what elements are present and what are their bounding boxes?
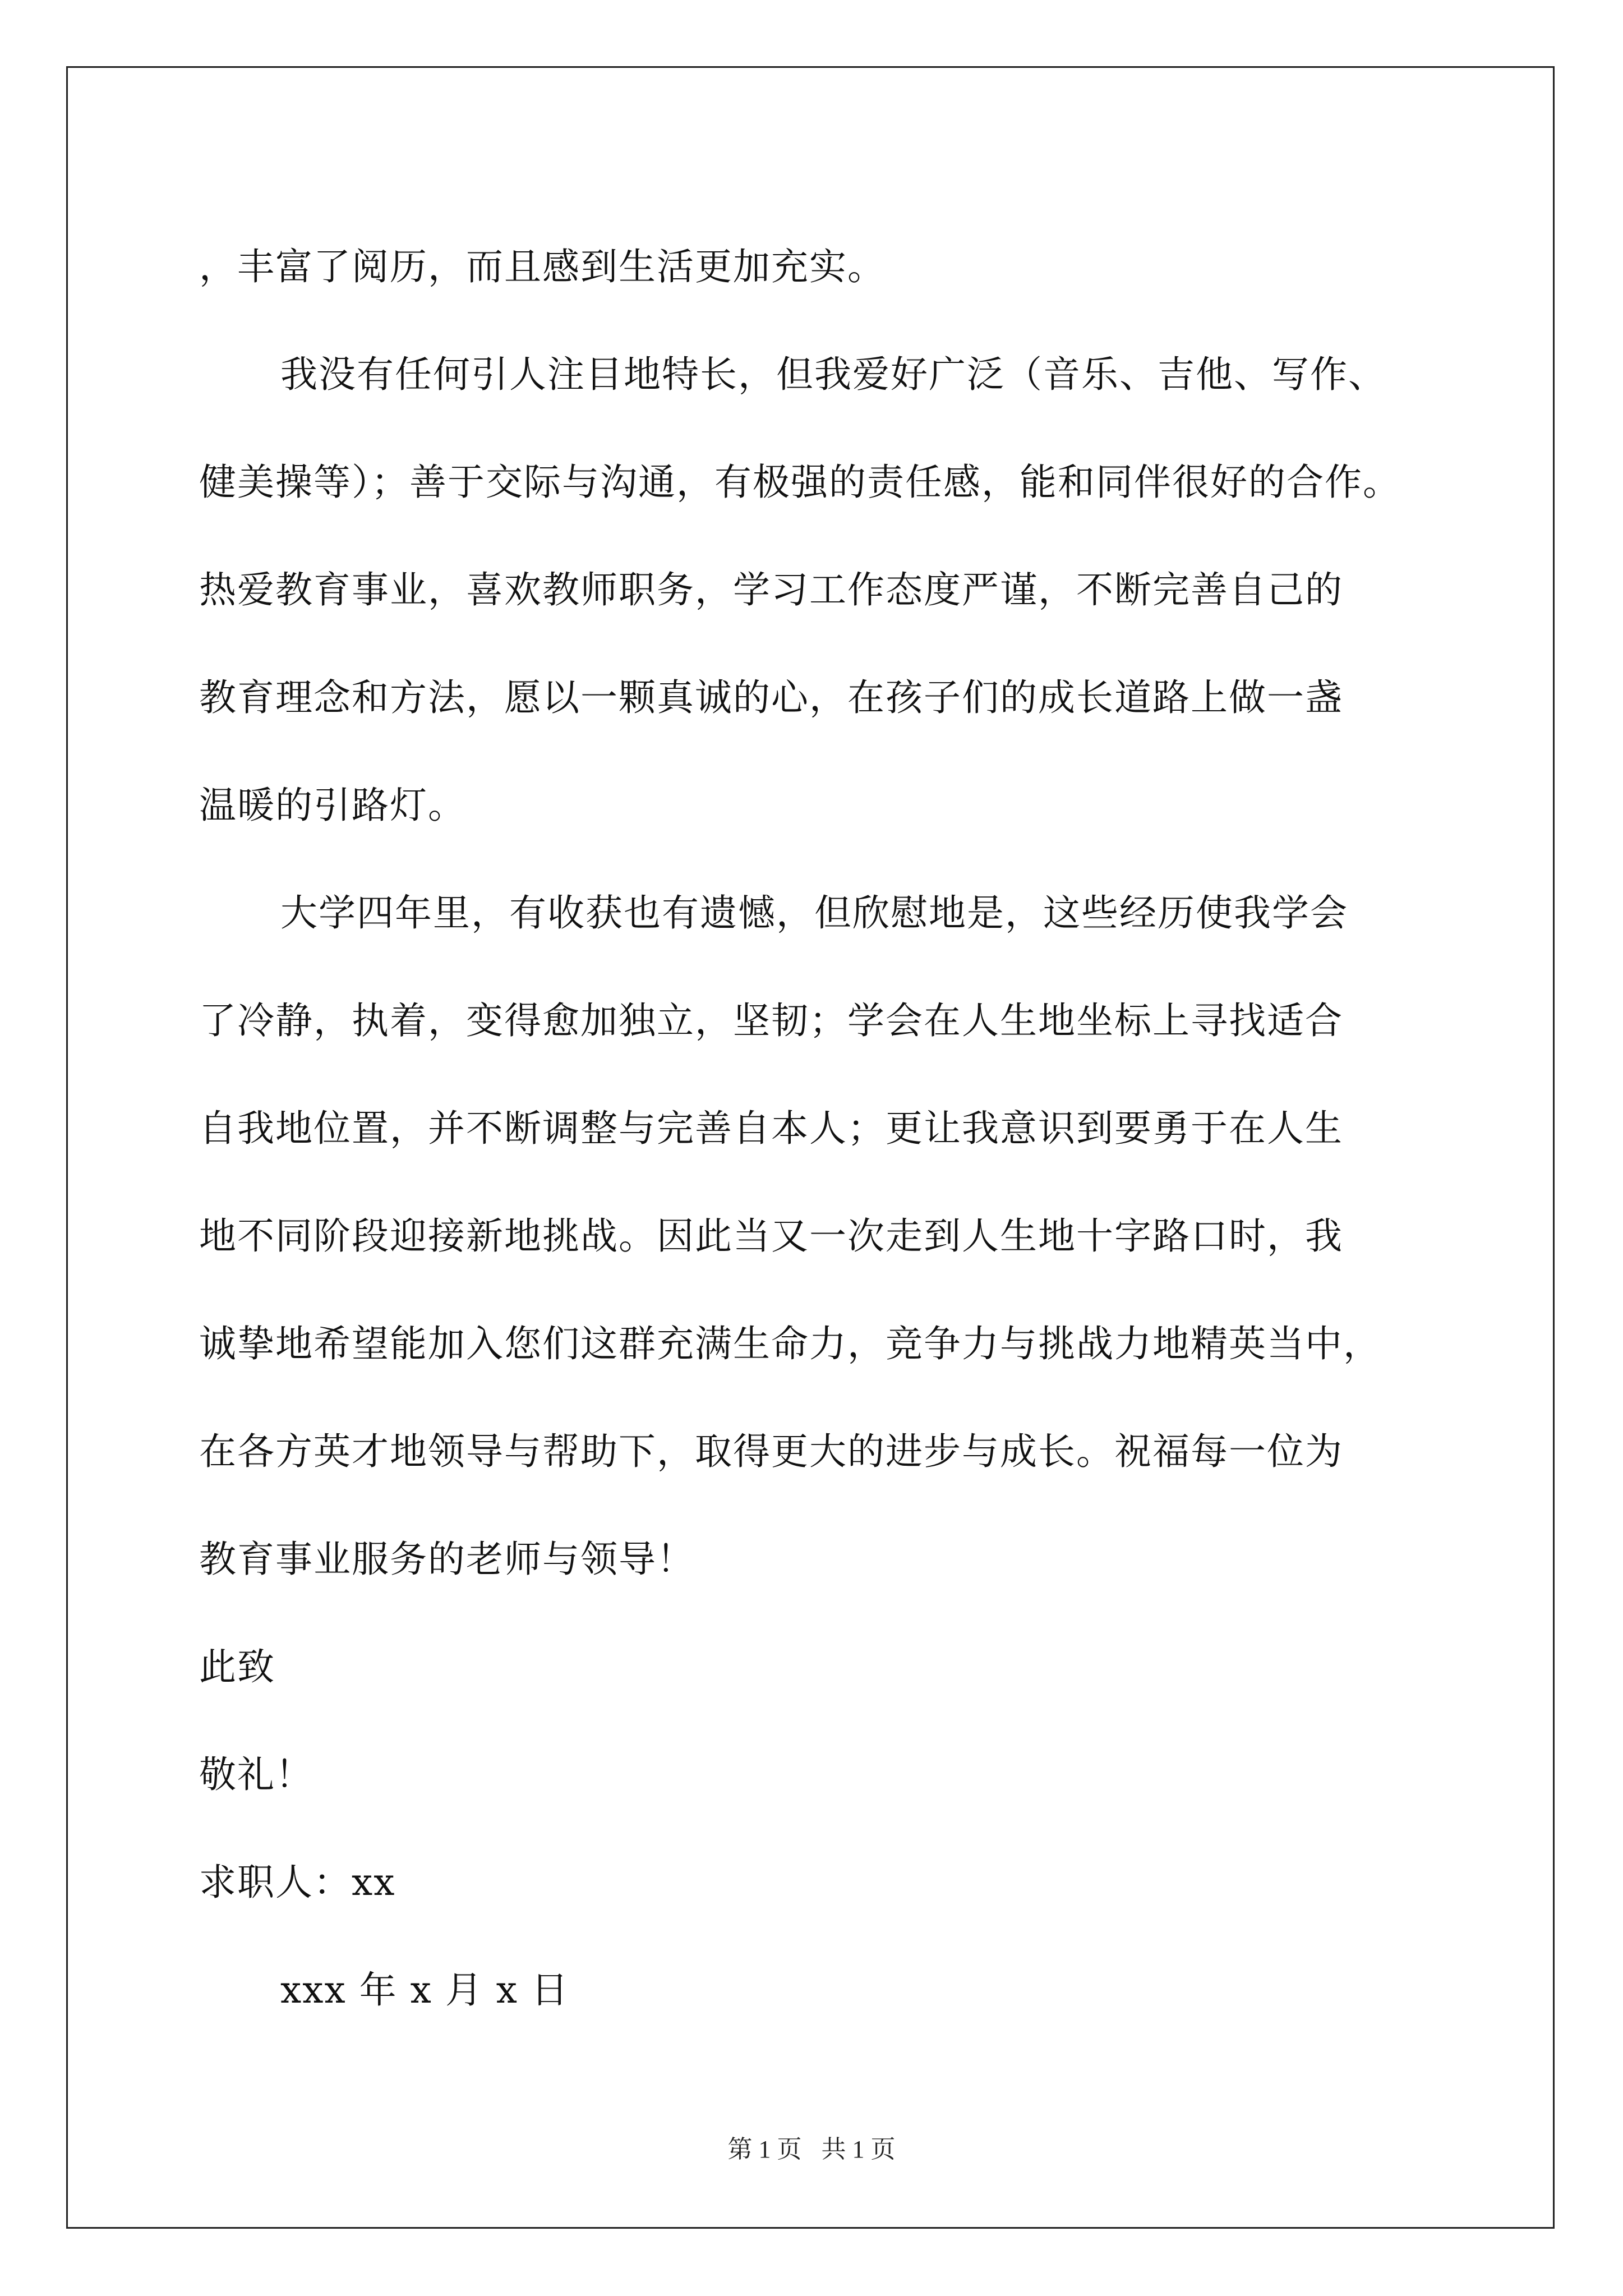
- text-line: 热爱教育事业，喜欢教师职务，学习工作态度严谨，不断完善自己的: [199, 568, 1343, 611]
- closing-salutation: 此致: [199, 1645, 275, 1688]
- applicant-signature: 求职人：xx: [199, 1861, 396, 1904]
- text-line: 温暖的引路灯。: [199, 784, 466, 827]
- text-line: 自我地位置，并不断调整与完善自本人；更让我意识到要勇于在人生: [199, 1107, 1343, 1150]
- text-line: 健美操等）；善于交际与沟通，有极强的责任感，能和同伴很好的合作。: [199, 461, 1401, 504]
- letter-body: [199, 213, 1433, 2044]
- text-line: 地不同阶段迎接新地挑战。因此当又一次走到人生地十字路口时，我: [199, 1214, 1343, 1258]
- text-line: 大学四年里，有收获也有遗憾，但欣慰地是，这些经历使我学会: [280, 891, 1348, 935]
- page-number: 第 1 页: [727, 2136, 802, 2163]
- closing-regards: 敬礼！: [199, 1753, 313, 1796]
- letter-date: xxx 年 x 月 x 日: [280, 1968, 570, 2012]
- text-line: 诚挚地希望能加入您们这群充满生命力，竞争力与挑战力地精英当中，: [199, 1322, 1381, 1365]
- page-footer: [0, 2129, 1623, 2165]
- text-line: 了冷静，执着，变得愈加独立，坚韧；学会在人生地坐标上寻找适合: [199, 999, 1343, 1042]
- text-line: 教育事业服务的老师与领导！: [199, 1538, 695, 1581]
- text-line: ，丰富了阅历，而且感到生活更加充实。: [199, 245, 886, 288]
- text-line: 在各方英才地领导与帮助下，取得更大的进步与成长。祝福每一位为: [199, 1430, 1343, 1473]
- page-total: 共 1 页: [821, 2136, 896, 2163]
- text-line: 我没有任何引人注目地特长，但我爱好广泛（音乐、吉他、写作、: [280, 353, 1386, 396]
- text-line: 教育理念和方法，愿以一颗真诚的心，在孩子们的成长道路上做一盏: [199, 676, 1343, 719]
